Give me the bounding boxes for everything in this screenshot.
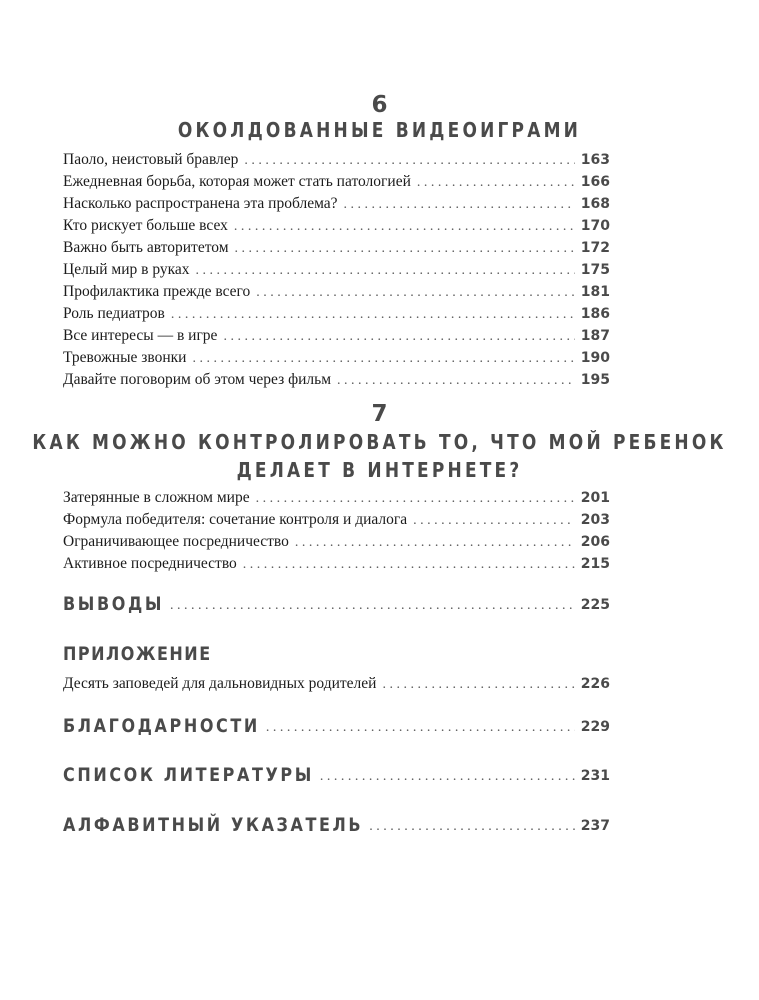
toc-entry[interactable] <box>63 238 610 259</box>
toc-entry-page: 170 <box>580 218 610 234</box>
dot-leader <box>320 769 575 785</box>
dot-leader <box>171 305 575 325</box>
toc-entry-title: Тревожные звонки <box>63 349 187 366</box>
toc-entry[interactable] <box>63 260 610 281</box>
dot-leader <box>234 217 575 237</box>
toc-entry-title: Важно быть авторитетом <box>63 239 229 256</box>
dot-leader <box>369 819 575 835</box>
toc-entry[interactable] <box>63 488 610 509</box>
toc-entry[interactable] <box>63 674 610 695</box>
toc-entry[interactable] <box>63 348 610 369</box>
toc-entry-page: 186 <box>580 306 610 322</box>
section-title: БЛАГОДАРНОСТИ <box>63 714 260 737</box>
dot-leader <box>244 151 574 171</box>
toc-entry[interactable] <box>63 282 610 303</box>
dot-leader <box>170 598 575 614</box>
toc-entry-title: Формула победителя: сочетание контроля и диалога <box>63 511 408 528</box>
toc-section-acknowledgements[interactable] <box>63 716 610 736</box>
dot-leader <box>337 371 575 391</box>
toc-entry-page: 187 <box>580 328 610 344</box>
toc-entry[interactable] <box>63 194 610 215</box>
chapter-7-number: 7 <box>371 401 388 427</box>
toc-entry-title: Ограничивающее посредничество <box>63 533 289 550</box>
chapter-7-title-line-2: ДЕЛАЕТ В ИНТЕРНЕТЕ? <box>236 458 523 483</box>
toc-entry-title: Десять заповедей для дальновидных родителей <box>63 675 377 692</box>
toc-entry[interactable] <box>63 304 610 325</box>
toc-section-bibliography[interactable] <box>63 765 610 785</box>
toc-entry-title: Целый мир в руках <box>63 261 190 278</box>
toc-entry-title: Все интересы — в игре <box>63 327 218 344</box>
section-page: 231 <box>580 768 610 784</box>
toc-entry-title: Давайте поговорим об этом через фильм <box>63 371 332 388</box>
toc-entry-page: 172 <box>580 240 610 256</box>
toc-entry[interactable] <box>63 150 610 171</box>
dot-leader <box>256 489 575 509</box>
chapter-6-title: ОКОЛДОВАННЫЕ ВИДЕОИГРАМИ <box>177 118 582 143</box>
toc-entry-title: Профилактика прежде всего <box>63 283 251 300</box>
section-page: 225 <box>580 597 610 613</box>
toc-entry-page: 175 <box>580 262 610 278</box>
toc-entry-page: 195 <box>580 372 610 388</box>
dot-leader <box>413 511 575 531</box>
toc-entry-page: 203 <box>580 512 610 528</box>
toc-entry-page: 215 <box>580 556 610 572</box>
dot-leader <box>243 555 575 575</box>
toc-entry-title: Насколько распространена эта проблема? <box>63 195 338 212</box>
dot-leader <box>256 283 575 303</box>
chapter-6-number: 6 <box>371 92 388 118</box>
toc-entry-title: Паоло, неистовый бравлер <box>63 151 239 168</box>
toc-entry-page: 201 <box>580 490 610 506</box>
toc-entry-page: 181 <box>580 284 610 300</box>
dot-leader <box>223 327 574 347</box>
toc-entry-page: 190 <box>580 350 610 366</box>
toc-entry[interactable] <box>63 216 610 237</box>
section-title: СПИСОК ЛИТЕРАТУРЫ <box>63 763 314 786</box>
dot-leader <box>382 675 574 695</box>
dot-leader <box>266 720 575 736</box>
section-title: ВЫВОДЫ <box>63 592 164 615</box>
toc-entry-title: Кто рискует больше всех <box>63 217 228 234</box>
toc-entry-page: 226 <box>580 676 610 692</box>
section-page: 237 <box>580 818 610 834</box>
toc-entry-page: 168 <box>580 196 610 212</box>
toc-entry[interactable] <box>63 554 610 575</box>
toc-section-conclusions[interactable] <box>63 594 610 614</box>
section-page: 229 <box>580 719 610 735</box>
dot-leader <box>344 195 575 215</box>
appendix-heading: ПРИЛОЖЕНИЕ <box>63 642 212 665</box>
dot-leader <box>417 173 575 193</box>
toc-entry-page: 166 <box>580 174 610 190</box>
toc-entry-page: 206 <box>580 534 610 550</box>
dot-leader <box>295 533 575 553</box>
toc-entry-title: Ежедневная борьба, которая может стать патологией <box>63 173 411 190</box>
toc-entry[interactable] <box>63 326 610 347</box>
toc-entry[interactable] <box>63 172 610 193</box>
toc-section-index[interactable] <box>63 815 610 835</box>
dot-leader <box>196 261 575 281</box>
dot-leader <box>235 239 575 259</box>
chapter-7-title-line-1: КАК МОЖНО КОНТРОЛИРОВАТЬ ТО, ЧТО МОЙ РЕБЕНОК <box>32 430 727 455</box>
toc-entry-title: Роль педиатров <box>63 305 165 322</box>
toc-entry[interactable] <box>63 532 610 553</box>
toc-entry[interactable] <box>63 370 610 391</box>
toc-entry-title: Активное посредничество <box>63 555 237 572</box>
toc-entry-title: Затерянные в сложном мире <box>63 489 250 506</box>
toc-entry-page: 163 <box>580 152 610 168</box>
toc-entry[interactable] <box>63 510 610 531</box>
dot-leader <box>192 349 574 369</box>
section-title: АЛФАВИТНЫЙ УКАЗАТЕЛЬ <box>63 813 364 836</box>
